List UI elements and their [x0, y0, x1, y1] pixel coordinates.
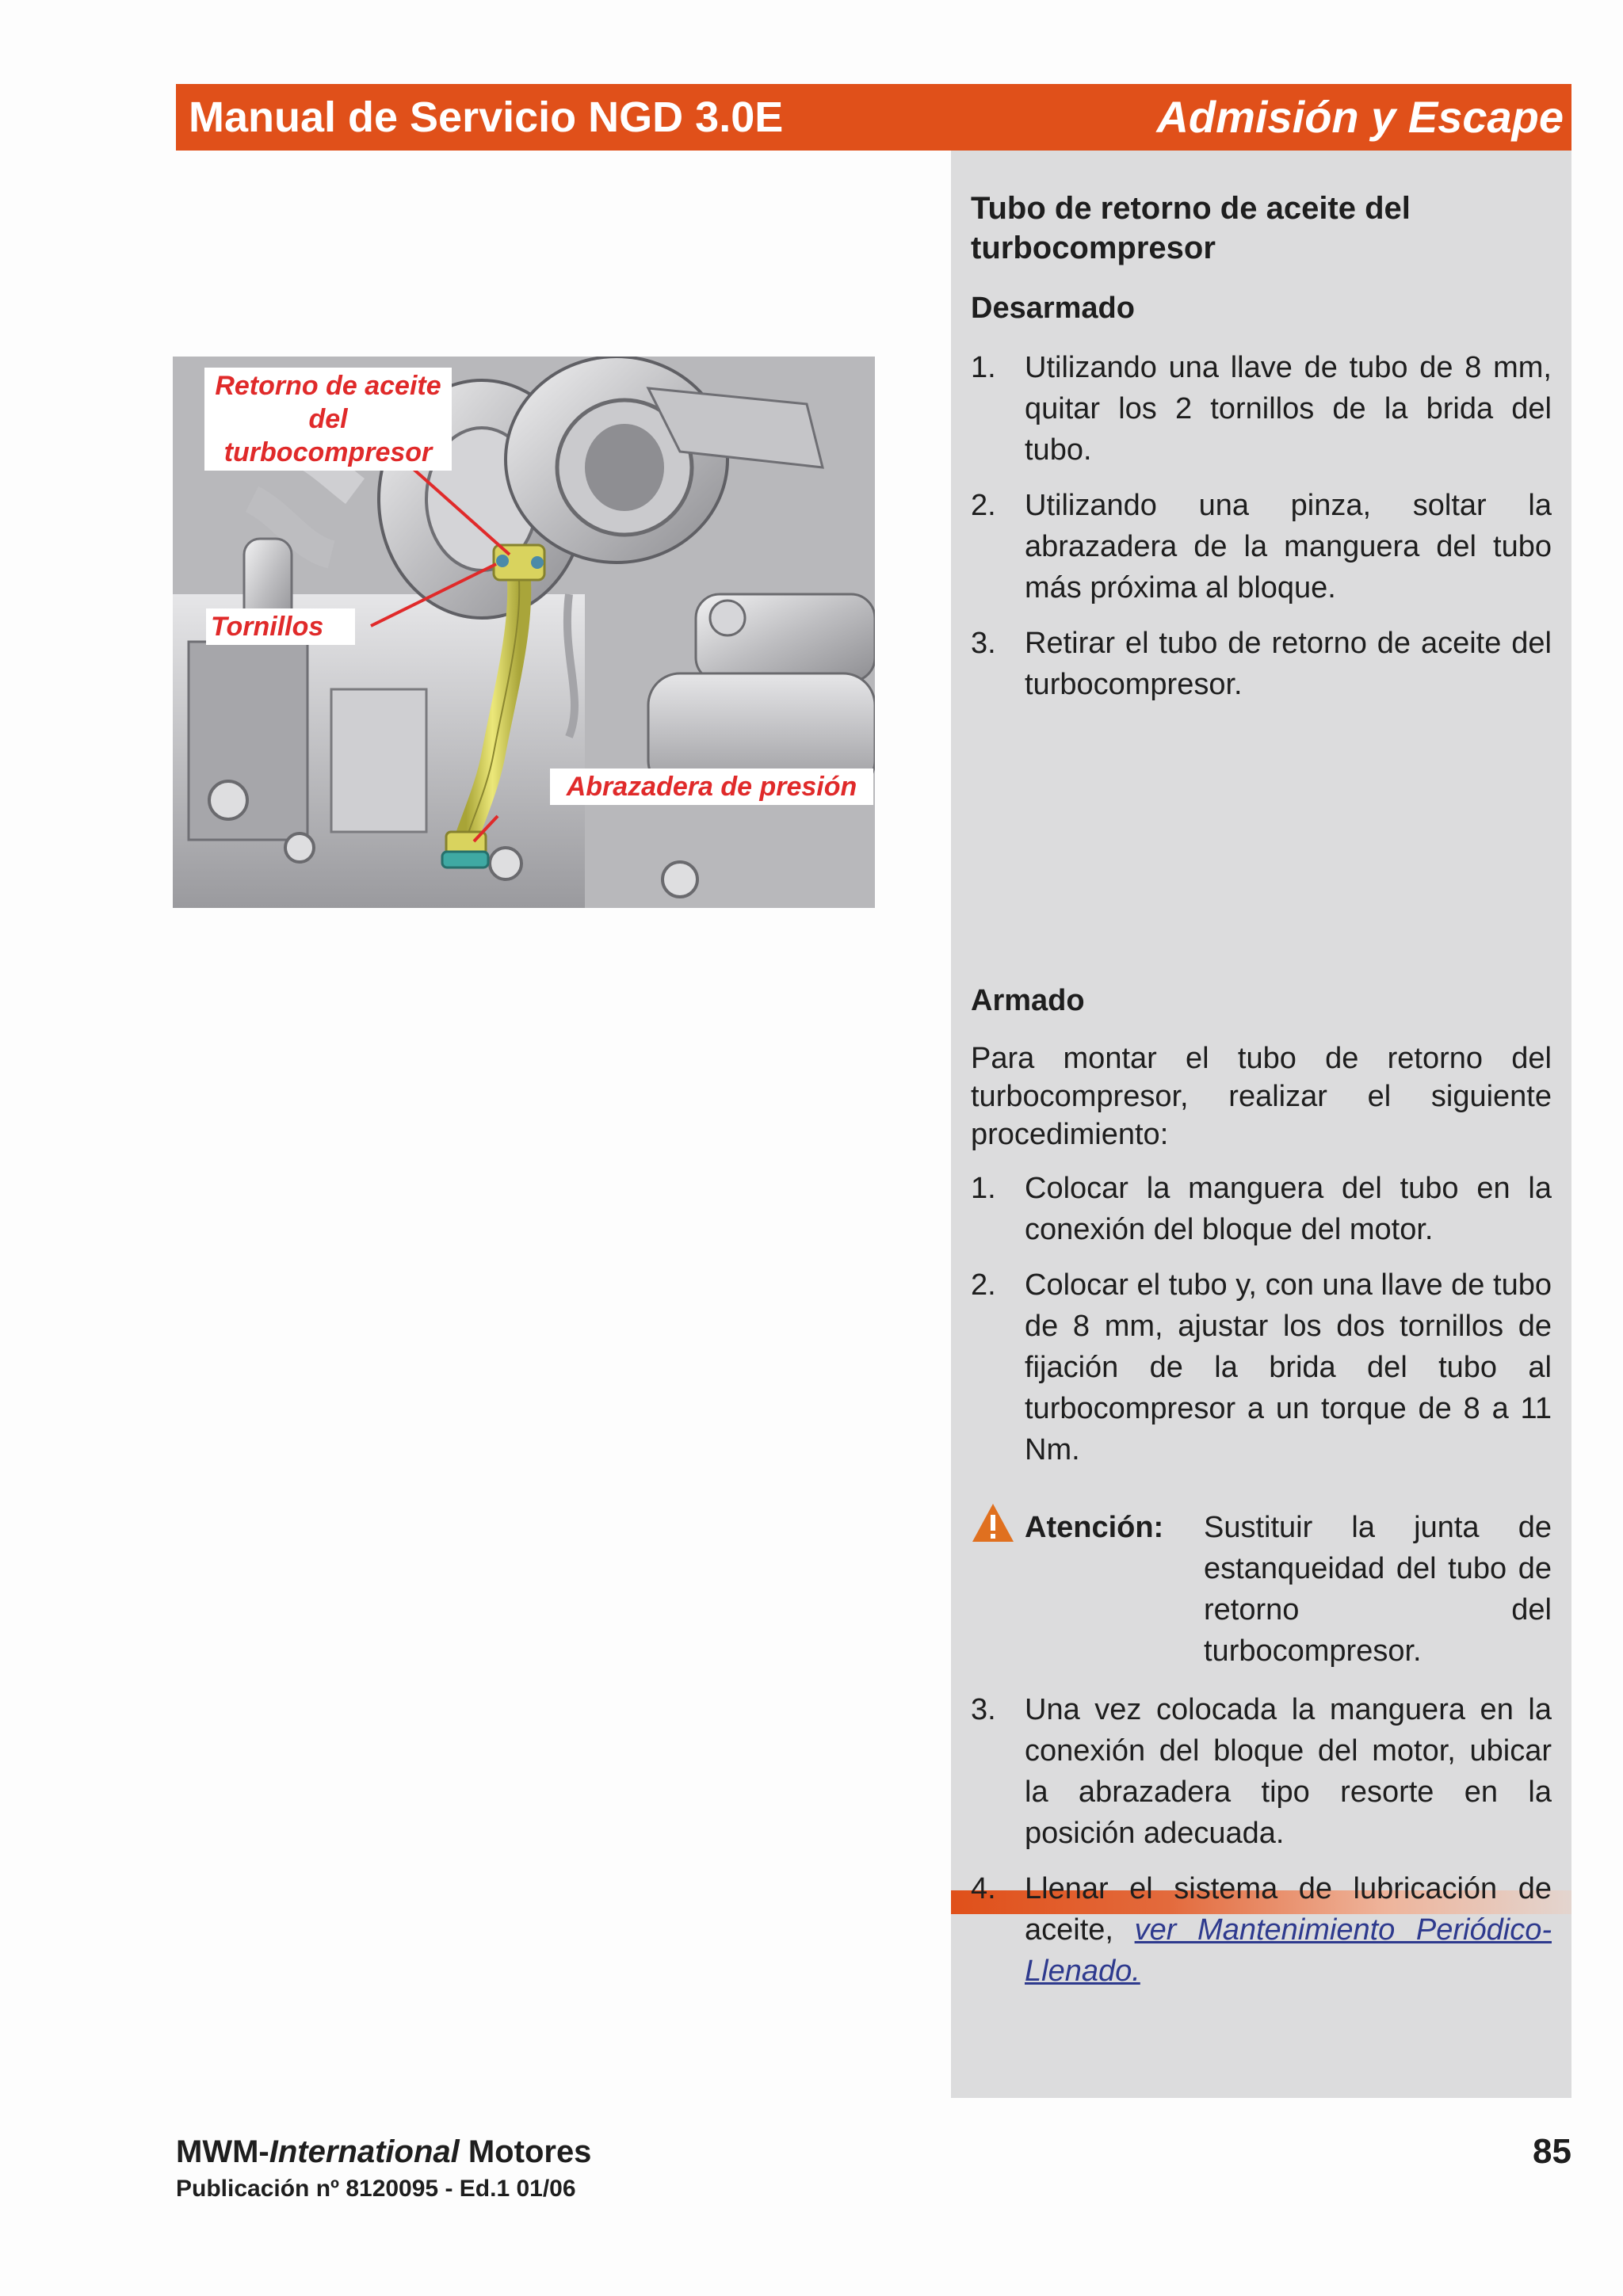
- maintenance-link[interactable]: ver Mantenimiento Periódico-Llenado.: [1025, 1913, 1552, 1988]
- attention-text: Sustituir la junta de estanqueidad del tubo de retorno del turbocompresor.: [1204, 1511, 1552, 1668]
- assembly-step-3: 3. Una vez colocada la manguera en la conexión del bloque del motor, ubicar la abrazadera tipo resorte en la posición adecuada.: [971, 1693, 1552, 1850]
- callout-clamp: Abrazadera de presión: [550, 769, 873, 805]
- manual-title: Manual de Servicio NGD 3.0E: [189, 93, 784, 141]
- assembly-step-2: 2. Colocar el tubo y, con una llave de tubo de 8 mm, ajustar los dos tornillos de fijación de la brida del tubo al turbocompresor a un torque de 8 a 11 Nm.: [971, 1268, 1552, 1466]
- page-number: 85: [1533, 2132, 1571, 2171]
- assembly-step-4: 4. Llenar el sistema de lubricación de aceite, ver Mantenimiento Periódico-Llenado.: [971, 1872, 1552, 1988]
- attention-note: [971, 1507, 1552, 1672]
- procedure-heading: Tubo de retorno de aceite del turbocompresor: [971, 191, 1411, 265]
- section-title: Admisión y Escape: [1156, 92, 1564, 142]
- disassembly-section: [971, 189, 1552, 705]
- callout-oil-return: Retorno de aceite del turbocompresor: [204, 368, 452, 471]
- attention-label: Atención:: [1025, 1511, 1164, 1544]
- callout-bolts: Tornillos: [206, 608, 355, 645]
- page-header: [176, 84, 1571, 151]
- disassembly-step-1: 1. Utilizando una llave de tubo de 8 mm, quitar los 2 tornillos de la brida del tubo.: [971, 351, 1552, 467]
- footer-brand: MWM-International Motores: [176, 2134, 592, 2169]
- disassembly-step-2: 2. Utilizando una pinza, soltar la abrazadera de la manguera del tubo más próxima al bloque.: [971, 489, 1552, 605]
- engine-illustration: [173, 357, 875, 908]
- assembly-title: Armado: [971, 984, 1085, 1017]
- publication-number: Publicación nº 8120095 - Ed.1 01/06: [176, 2176, 576, 2202]
- assembly-intro: Para montar el tubo de retorno del turbocompresor, realizar el siguiente procedimiento:: [971, 1042, 1552, 1151]
- assembly-section: [971, 981, 1552, 1992]
- disassembly-step-3: 3. Retirar el tubo de retorno de aceite del turbocompresor.: [971, 627, 1552, 701]
- warning-icon: [971, 1502, 1015, 1543]
- disassembly-title: Desarmado: [971, 292, 1135, 325]
- assembly-step-1: 1. Colocar la manguera del tubo en la conexión del bloque del motor.: [971, 1172, 1552, 1246]
